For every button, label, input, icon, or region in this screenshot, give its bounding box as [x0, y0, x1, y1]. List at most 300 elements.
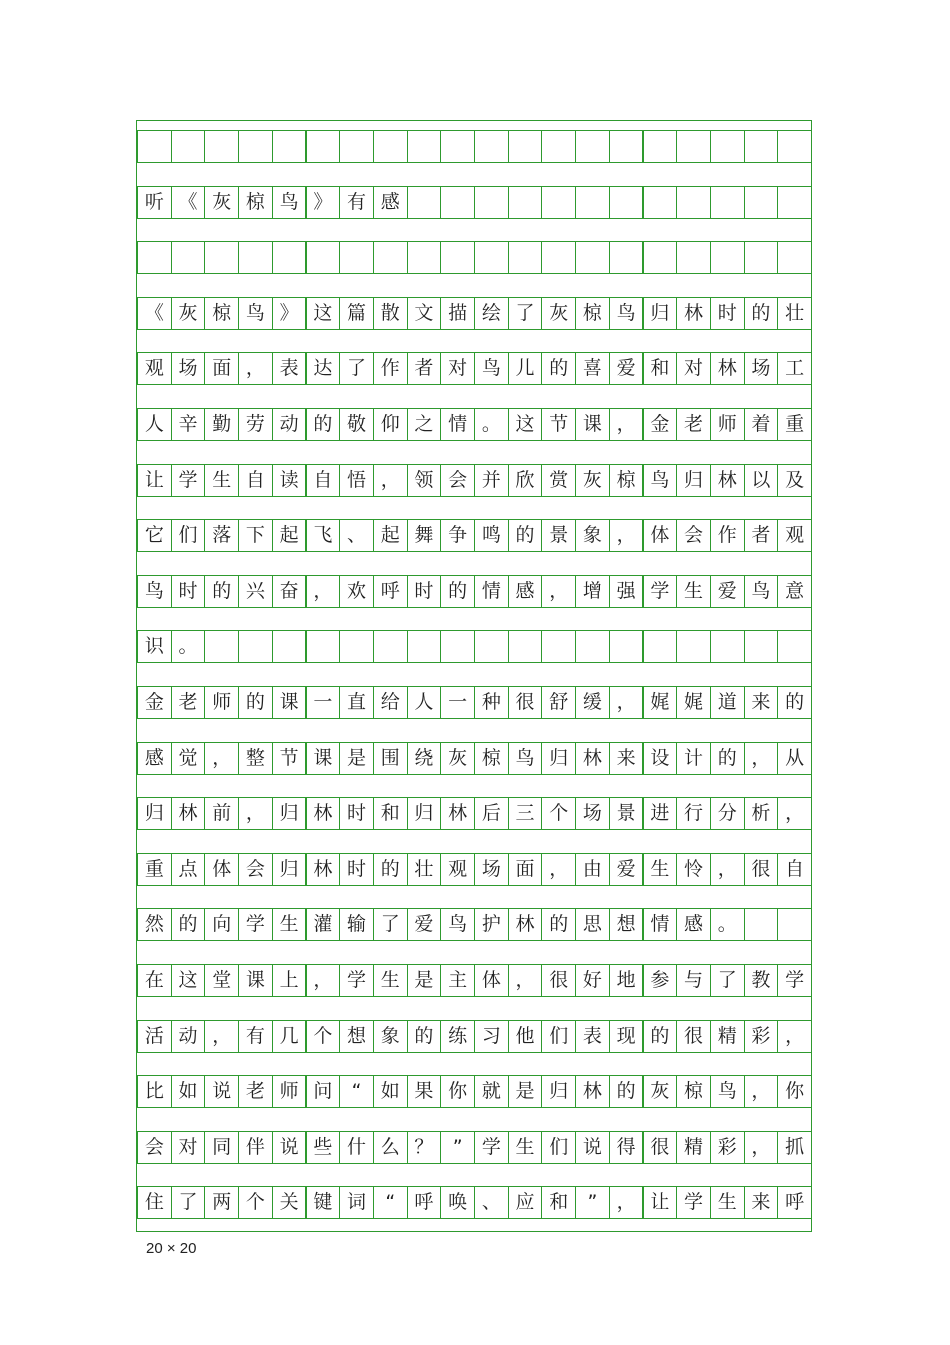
grid-cell: 》: [306, 186, 341, 219]
grid-cell: 这: [171, 964, 206, 997]
grid-cell: 之: [407, 408, 442, 441]
grid-cell: 析: [744, 797, 779, 830]
grid-cell: 椋: [474, 742, 509, 775]
grid-cell: 场: [474, 853, 509, 886]
grid-cell: ，: [306, 964, 341, 997]
grid-cell: 彩: [710, 1131, 745, 1164]
grid-cell: 对: [171, 1131, 206, 1164]
grid-cell: [609, 630, 644, 663]
grid-cell: ，: [744, 742, 779, 775]
grid-cell: [137, 241, 172, 274]
grid-cell: 重: [777, 408, 812, 441]
grid-cell: 起: [272, 519, 307, 552]
grid-row: [137, 1131, 813, 1164]
grid-cell: 识: [137, 630, 172, 663]
grid-cell: 老: [238, 1075, 273, 1108]
grid-cell: 生: [508, 1131, 543, 1164]
grid-cell: 感: [373, 186, 408, 219]
grid-cell: 林: [710, 352, 745, 385]
grid-cell: [474, 630, 509, 663]
grid-cell: 鸟: [744, 575, 779, 608]
grid-cell: 缓: [575, 686, 610, 719]
grid-cell: 时: [339, 797, 374, 830]
grid-cell: 们: [171, 519, 206, 552]
grid-cell: 们: [541, 1020, 576, 1053]
grid-cell: 表: [272, 352, 307, 385]
grid-cell: 学: [474, 1131, 509, 1164]
grid-cell: 想: [609, 908, 644, 941]
grid-cell: 行: [676, 797, 711, 830]
grid-cell: 观: [777, 519, 812, 552]
grid-cell: 达: [306, 352, 341, 385]
grid-cell: 如: [171, 1075, 206, 1108]
grid-cell: 向: [204, 908, 239, 941]
grid-cell: 椋: [575, 297, 610, 330]
grid-cell: [643, 130, 678, 163]
grid-cell: 、: [474, 1186, 509, 1219]
grid-cell: [508, 241, 543, 274]
grid-cell: 种: [474, 686, 509, 719]
grid-cell: 飞: [306, 519, 341, 552]
grid-cell: 给: [373, 686, 408, 719]
grid-cell: 人: [137, 408, 172, 441]
grid-cell: 鸟: [609, 297, 644, 330]
grid-cell: 应: [508, 1186, 543, 1219]
grid-cell: 伴: [238, 1131, 273, 1164]
grid-cell: 落: [204, 519, 239, 552]
grid-cell: 的: [777, 686, 812, 719]
grid-cell: 情: [643, 908, 678, 941]
grid-cell: 对: [676, 352, 711, 385]
grid-cell: 。: [474, 408, 509, 441]
grid-cell: 鸟: [710, 1075, 745, 1108]
grid-cell: 。: [710, 908, 745, 941]
grid-cell: 椋: [238, 186, 273, 219]
grid-cell: 观: [137, 352, 172, 385]
grid-cell: 生: [676, 575, 711, 608]
grid-cell: 生: [204, 464, 239, 497]
grid-cell: 关: [272, 1186, 307, 1219]
grid-cell: 自: [238, 464, 273, 497]
grid-cell: [306, 241, 341, 274]
grid-cell: ，: [609, 408, 644, 441]
grid-cell: 是: [407, 964, 442, 997]
grid-cell: 比: [137, 1075, 172, 1108]
grid-cell: [272, 130, 307, 163]
grid-cell: 鸣: [474, 519, 509, 552]
grid-cell: 林: [306, 853, 341, 886]
grid-cell: 象: [575, 519, 610, 552]
grid-cell: [373, 241, 408, 274]
grid-cell: 赏: [541, 464, 576, 497]
grid-cell: 输: [339, 908, 374, 941]
grid-cell: 想: [339, 1020, 374, 1053]
grid-cell: [777, 241, 812, 274]
grid-cell: 《: [137, 297, 172, 330]
grid-cell: 感: [676, 908, 711, 941]
grid-cell: 篇: [339, 297, 374, 330]
grid-cell: ，: [609, 686, 644, 719]
grid-cell: 动: [171, 1020, 206, 1053]
grid-cell: 林: [171, 797, 206, 830]
grid-cell: 敬: [339, 408, 374, 441]
grid-cell: [541, 130, 576, 163]
grid-cell: [306, 630, 341, 663]
grid-cell: 动: [272, 408, 307, 441]
grid-cell: 喜: [575, 352, 610, 385]
grid-row: [137, 464, 813, 497]
grid-cell: [407, 130, 442, 163]
grid-cell: 整: [238, 742, 273, 775]
grid-cell: 作: [710, 519, 745, 552]
grid-cell: 得: [609, 1131, 644, 1164]
grid-cell: 来: [744, 686, 779, 719]
grid-cell: [777, 908, 812, 941]
grid-cell: [710, 130, 745, 163]
grid-cell: 鸟: [508, 742, 543, 775]
grid-cell: 悟: [339, 464, 374, 497]
grid-cell: 生: [710, 1186, 745, 1219]
grid-cell: [744, 908, 779, 941]
grid-cell: [171, 241, 206, 274]
grid-cell: ？: [407, 1131, 442, 1164]
grid-cell: 以: [744, 464, 779, 497]
grid-cell: 学: [171, 464, 206, 497]
grid-cell: 很: [744, 853, 779, 886]
grid-cell: 奋: [272, 575, 307, 608]
grid-cell: 灌: [306, 908, 341, 941]
grid-cell: 《: [171, 186, 206, 219]
grid-cell: 师: [272, 1075, 307, 1108]
grid-cell: 作: [373, 352, 408, 385]
grid-cell: 散: [373, 297, 408, 330]
grid-cell: 起: [373, 519, 408, 552]
grid-cell: 感: [137, 742, 172, 775]
grid-cell: [474, 241, 509, 274]
grid-row: [137, 1075, 813, 1108]
grid-row: [137, 186, 813, 219]
grid-cell: 它: [137, 519, 172, 552]
grid-cell: 鸟: [643, 464, 678, 497]
grid-cell: 文: [407, 297, 442, 330]
grid-cell: 者: [407, 352, 442, 385]
grid-row: [137, 408, 813, 441]
grid-cell: 让: [643, 1186, 678, 1219]
grid-cell: 的: [744, 297, 779, 330]
grid-cell: 会: [440, 464, 475, 497]
grid-row: [137, 908, 813, 941]
grid-cell: 的: [440, 575, 475, 608]
grid-cell: 椋: [609, 464, 644, 497]
grid-cell: ”: [575, 1186, 610, 1219]
grid-cell: [508, 630, 543, 663]
grid-cell: 爱: [407, 908, 442, 941]
grid-cell: 绘: [474, 297, 509, 330]
grid-cell: 节: [541, 408, 576, 441]
grid-cell: [238, 241, 273, 274]
grid-cell: 强: [609, 575, 644, 608]
grid-cell: 林: [306, 797, 341, 830]
grid-cell: 来: [609, 742, 644, 775]
grid-row: [137, 241, 813, 274]
grid-row: [137, 1186, 813, 1219]
grid-cell: 灰: [643, 1075, 678, 1108]
grid-cell: 这: [508, 408, 543, 441]
grid-cell: 椋: [676, 1075, 711, 1108]
grid-cell: 劳: [238, 408, 273, 441]
grid-cell: [440, 630, 475, 663]
grid-cell: 的: [204, 575, 239, 608]
grid-cell: 的: [373, 853, 408, 886]
grid-cell: 课: [238, 964, 273, 997]
grid-cell: 让: [137, 464, 172, 497]
grid-cell: 仰: [373, 408, 408, 441]
grid-cell: 。: [171, 630, 206, 663]
grid-cell: [508, 130, 543, 163]
grid-cell: 生: [373, 964, 408, 997]
grid-cell: [440, 130, 475, 163]
grid-cell: 着: [744, 408, 779, 441]
grid-cell: 么: [373, 1131, 408, 1164]
grid-cell: 景: [609, 797, 644, 830]
grid-cell: 练: [440, 1020, 475, 1053]
grid-cell: 会: [676, 519, 711, 552]
grid-cell: 归: [272, 797, 307, 830]
grid-cell: 林: [676, 297, 711, 330]
grid-cell: 学: [676, 1186, 711, 1219]
grid-cell: 进: [643, 797, 678, 830]
grid-cell: 就: [474, 1075, 509, 1108]
grid-cell: ，: [744, 1075, 779, 1108]
grid-cell: [238, 130, 273, 163]
grid-cell: 对: [440, 352, 475, 385]
grid-cell: 了: [171, 1186, 206, 1219]
grid-cell: 会: [137, 1131, 172, 1164]
grid-cell: ，: [710, 853, 745, 886]
grid-cell: [609, 241, 644, 274]
grid-cell: 这: [306, 297, 341, 330]
grid-cell: [339, 241, 374, 274]
grid-cell: [541, 186, 576, 219]
grid-cell: 围: [373, 742, 408, 775]
grid-cell: 是: [339, 742, 374, 775]
grid-cell: [710, 241, 745, 274]
grid-cell: 表: [575, 1020, 610, 1053]
grid-cell: [541, 241, 576, 274]
grid-cell: 同: [204, 1131, 239, 1164]
grid-cell: [676, 186, 711, 219]
grid-cell: 说: [575, 1131, 610, 1164]
grid-cell: ，: [541, 853, 576, 886]
grid-row: [137, 630, 813, 663]
grid-cell: 很: [643, 1131, 678, 1164]
grid-cell: 住: [137, 1186, 172, 1219]
grid-cell: 感: [508, 575, 543, 608]
grid-row: [137, 519, 813, 552]
grid-cell: ，: [609, 1186, 644, 1219]
grid-cell: [272, 241, 307, 274]
grid-cell: 一: [440, 686, 475, 719]
grid-cell: [272, 630, 307, 663]
grid-cell: 》: [272, 297, 307, 330]
grid-cell: 活: [137, 1020, 172, 1053]
grid-cell: 景: [541, 519, 576, 552]
grid-cell: 欢: [339, 575, 374, 608]
grid-cell: 林: [575, 1075, 610, 1108]
grid-cell: 设: [643, 742, 678, 775]
grid-cell: 灰: [440, 742, 475, 775]
grid-cell: 学: [777, 964, 812, 997]
grid-cell: 很: [676, 1020, 711, 1053]
grid-cell: [339, 130, 374, 163]
grid-cell: 觉: [171, 742, 206, 775]
grid-cell: 体: [204, 853, 239, 886]
grid-cell: 呼: [777, 1186, 812, 1219]
grid-cell: 鸟: [137, 575, 172, 608]
grid-cell: [171, 130, 206, 163]
grid-cell: 争: [440, 519, 475, 552]
grid-cell: 道: [710, 686, 745, 719]
grid-cell: 体: [474, 964, 509, 997]
grid-cell: 你: [777, 1075, 812, 1108]
grid-cell: 有: [339, 186, 374, 219]
grid-cell: 的: [238, 686, 273, 719]
grid-cell: [474, 186, 509, 219]
grid-cell: 描: [440, 297, 475, 330]
grid-cell: 爱: [609, 853, 644, 886]
grid-cell: 键: [306, 1186, 341, 1219]
grid-cell: 有: [238, 1020, 273, 1053]
grid-cell: 个: [541, 797, 576, 830]
grid-cell: 如: [373, 1075, 408, 1108]
grid-cell: 林: [440, 797, 475, 830]
grid-row: [137, 575, 813, 608]
grid-cell: [676, 241, 711, 274]
grid-cell: 课: [575, 408, 610, 441]
grid-cell: 问: [306, 1075, 341, 1108]
grid-cell: ，: [609, 519, 644, 552]
grid-cell: 灰: [204, 186, 239, 219]
grid-cell: 辛: [171, 408, 206, 441]
grid-row: [137, 297, 813, 330]
grid-cell: 现: [609, 1020, 644, 1053]
grid-cell: 灰: [541, 297, 576, 330]
grid-cell: 计: [676, 742, 711, 775]
grid-cell: 儿: [508, 352, 543, 385]
grid-cell: ，: [541, 575, 576, 608]
grid-cell: 下: [238, 519, 273, 552]
grid-cell: 并: [474, 464, 509, 497]
grid-cell: 灰: [171, 297, 206, 330]
grid-cell: [710, 186, 745, 219]
grid-cell: 什: [339, 1131, 374, 1164]
grid-cell: [508, 186, 543, 219]
grid-cell: 你: [440, 1075, 475, 1108]
grid-cell: [440, 186, 475, 219]
grid-cell: 情: [440, 408, 475, 441]
grid-cell: 唤: [440, 1186, 475, 1219]
grid-cell: 说: [204, 1075, 239, 1108]
grid-cell: [609, 130, 644, 163]
grid-cell: 壮: [407, 853, 442, 886]
grid-cell: [373, 130, 408, 163]
grid-cell: 兴: [238, 575, 273, 608]
grid-cell: [575, 186, 610, 219]
grid-cell: 的: [643, 1020, 678, 1053]
grid-cell: 来: [744, 1186, 779, 1219]
grid-cell: 抓: [777, 1131, 812, 1164]
grid-cell: 课: [272, 686, 307, 719]
grid-cell: 地: [609, 964, 644, 997]
grid-cell: 前: [204, 797, 239, 830]
grid-cell: 个: [306, 1020, 341, 1053]
grid-cell: [474, 130, 509, 163]
grid-cell: 了: [710, 964, 745, 997]
grid-cell: 面: [508, 853, 543, 886]
grid-cell: [407, 241, 442, 274]
grid-cell: [204, 630, 239, 663]
grid-cell: 上: [272, 964, 307, 997]
grid-cell: [204, 241, 239, 274]
grid-cell: 场: [575, 797, 610, 830]
grid-cell: 思: [575, 908, 610, 941]
grid-cell: 娓: [643, 686, 678, 719]
grid-cell: 好: [575, 964, 610, 997]
grid-cell: [744, 186, 779, 219]
grid-cell: 林: [508, 908, 543, 941]
grid-row: [137, 742, 813, 775]
grid-cell: 及: [777, 464, 812, 497]
grid-cell: 归: [541, 1075, 576, 1108]
grid-cell: 金: [643, 408, 678, 441]
grid-cell: 老: [676, 408, 711, 441]
grid-cell: 直: [339, 686, 374, 719]
grid-cell: 象: [373, 1020, 408, 1053]
grid-cell: 三: [508, 797, 543, 830]
grid-cell: 归: [676, 464, 711, 497]
grid-cell: 几: [272, 1020, 307, 1053]
grid-cell: 参: [643, 964, 678, 997]
grid-cell: 果: [407, 1075, 442, 1108]
grid-cell: 学: [643, 575, 678, 608]
grid-cell: 鸟: [474, 352, 509, 385]
grid-size-label: 20 × 20: [146, 1240, 197, 1257]
grid-cell: 勤: [204, 408, 239, 441]
grid-row: [137, 964, 813, 997]
grid-cell: 由: [575, 853, 610, 886]
grid-cell: 归: [541, 742, 576, 775]
grid-cell: 老: [171, 686, 206, 719]
grid-cell: ，: [306, 575, 341, 608]
grid-cell: 情: [474, 575, 509, 608]
grid-cell: 堂: [204, 964, 239, 997]
grid-cell: 时: [407, 575, 442, 608]
grid-cell: 欣: [508, 464, 543, 497]
grid-cell: 学: [339, 964, 374, 997]
grid-row: [137, 853, 813, 886]
grid-cell: [777, 630, 812, 663]
grid-cell: [440, 241, 475, 274]
grid-cell: 的: [171, 908, 206, 941]
grid-cell: [306, 130, 341, 163]
grid-cell: 舞: [407, 519, 442, 552]
grid-row: [137, 1020, 813, 1053]
grid-cell: 时: [710, 297, 745, 330]
grid-cell: 工: [777, 352, 812, 385]
grid-cell: 的: [710, 742, 745, 775]
grid-cell: ，: [238, 352, 273, 385]
grid-cell: [407, 630, 442, 663]
